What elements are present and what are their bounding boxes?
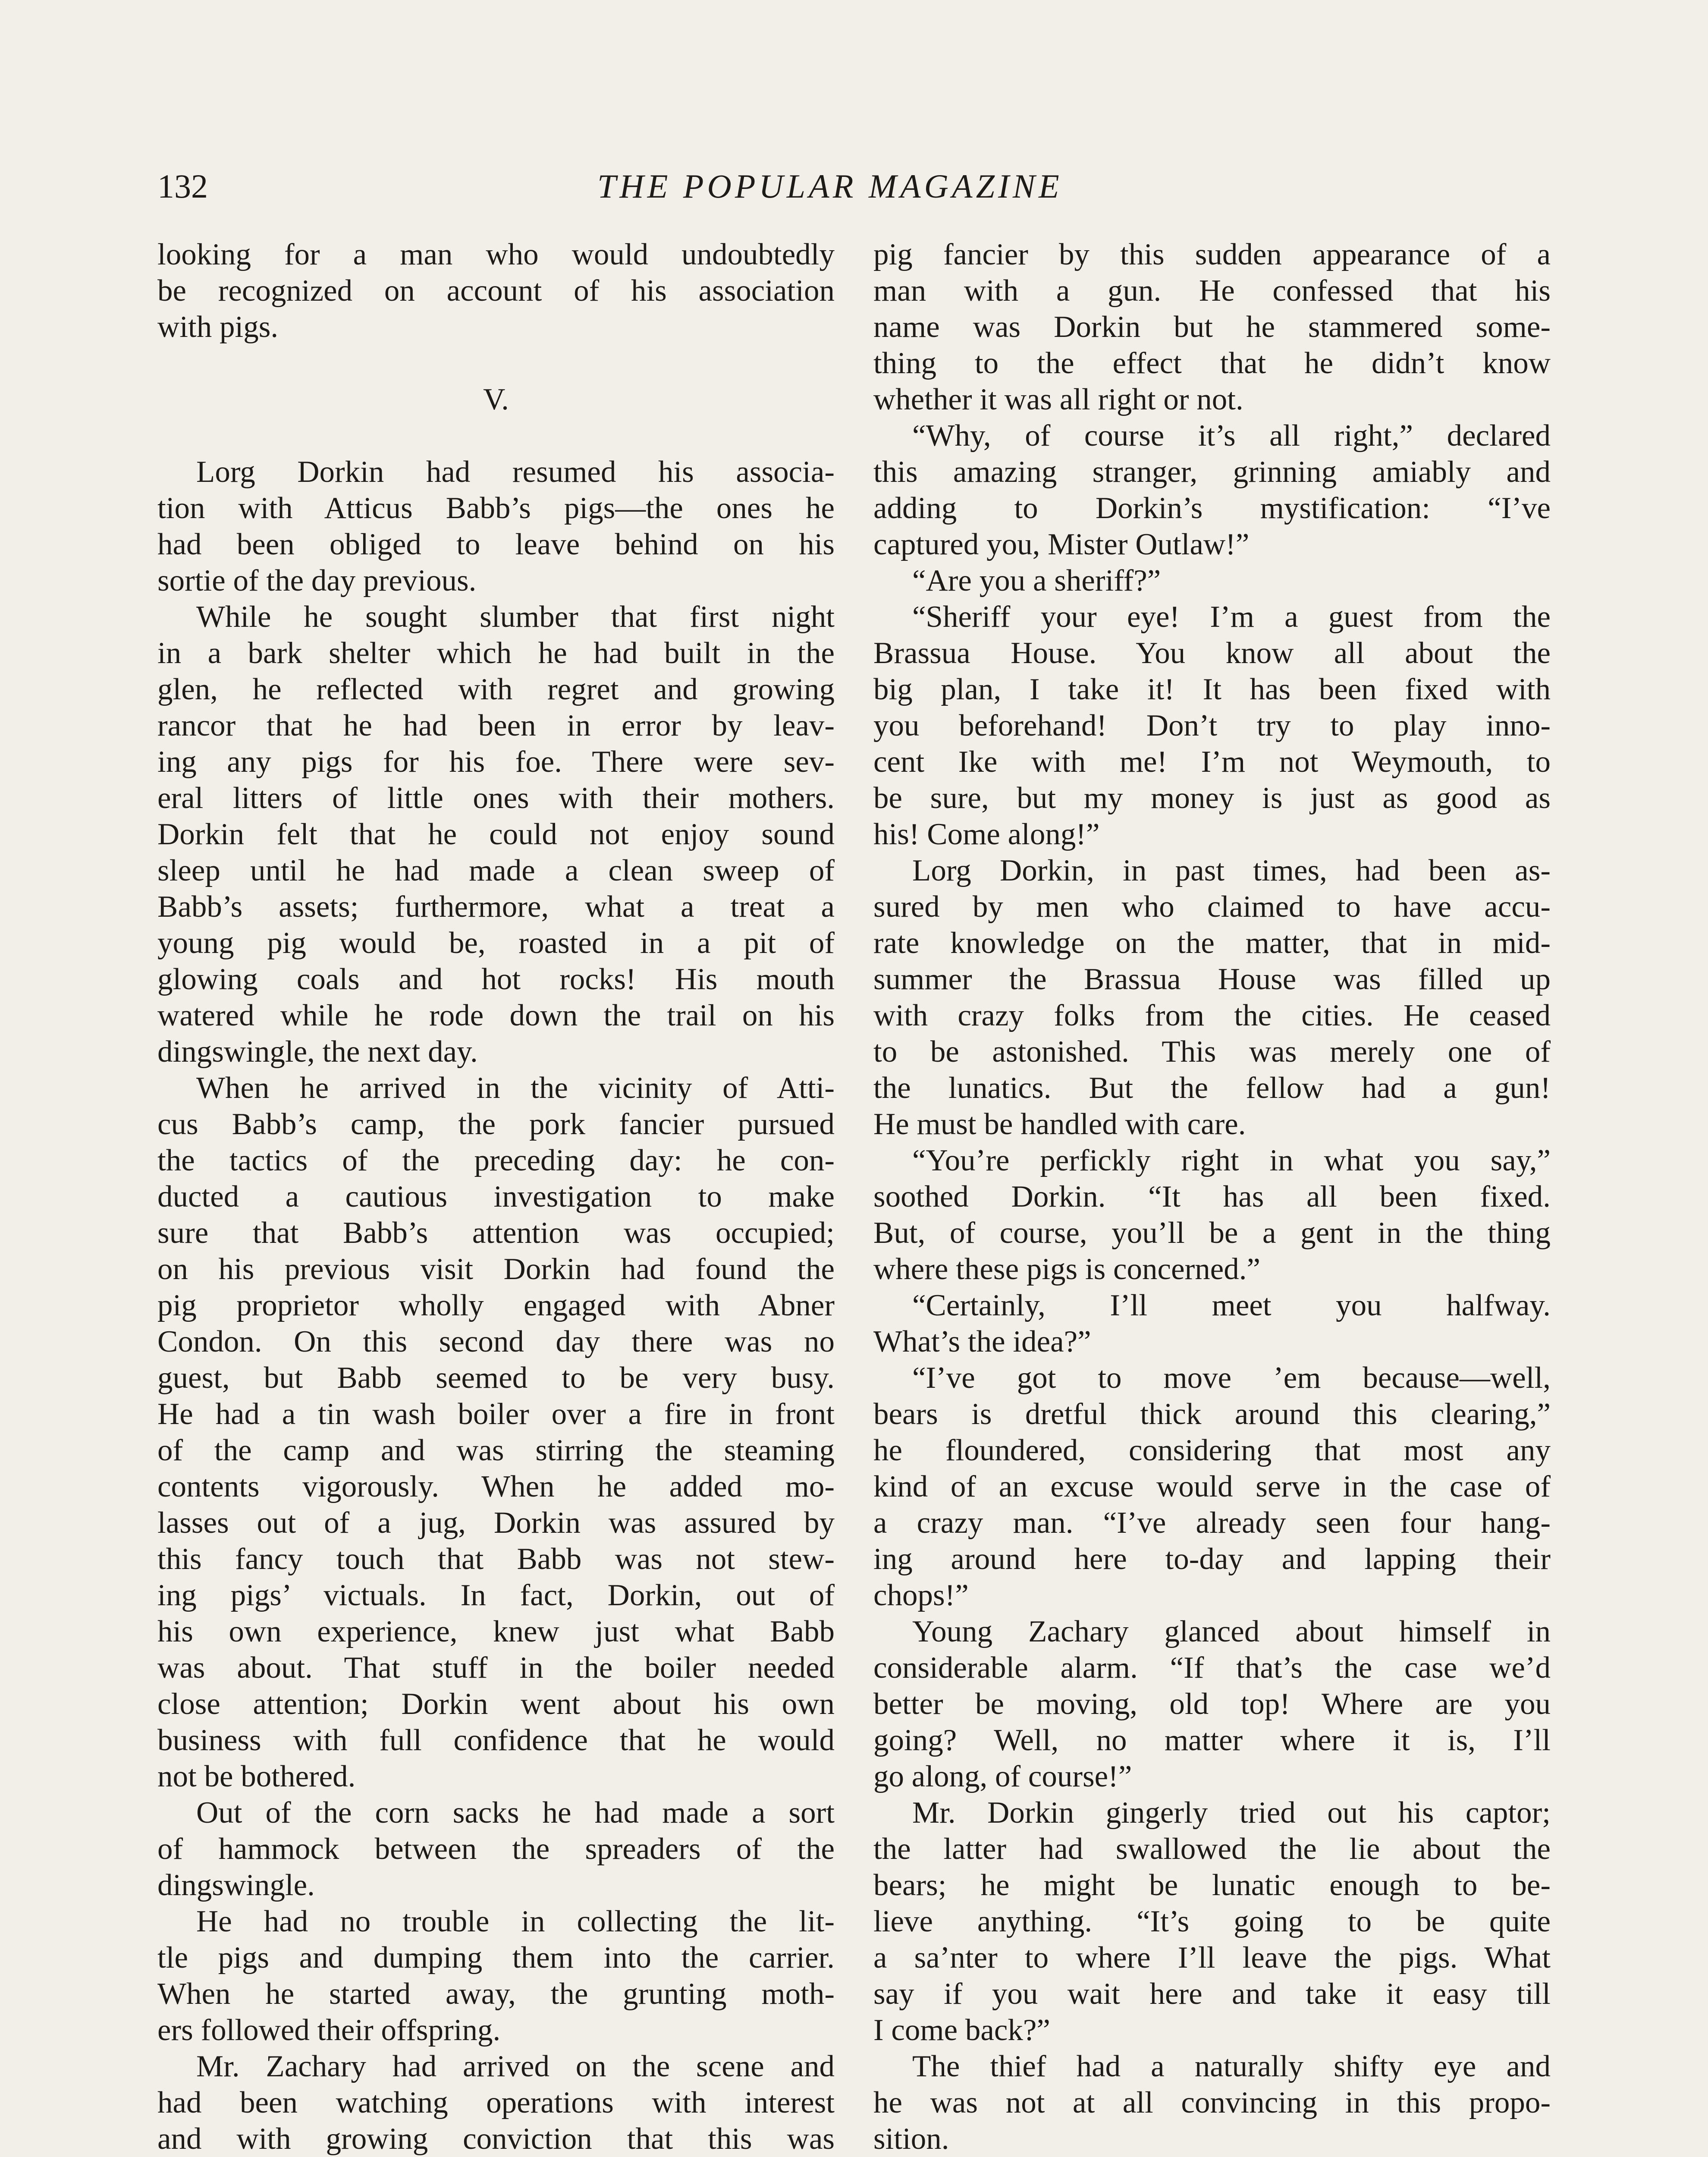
text-line: kind of an excuse would serve in the case of (873, 1470, 1551, 1503)
text-line: not be bothered. (157, 1760, 356, 1793)
text-line: tle pigs and dumping them into the carrier. (157, 1941, 835, 1975)
text-line: glen, he reflected with regret and growing (157, 673, 835, 706)
page-number: 132 (157, 167, 208, 205)
text-line: big plan, I take it! It has been fixed with (873, 673, 1551, 706)
text-line: rancor that he had been in error by leav- (157, 709, 835, 742)
text-line: business with full confidence that he would (157, 1723, 835, 1757)
text-line: the lunatics. But the fellow had a gun! (873, 1071, 1551, 1105)
text-line: “Certainly, I’ll meet you halfway. (912, 1289, 1551, 1322)
text-line: cent Ike with me! I’m not Weymouth, to (873, 745, 1551, 779)
left-column (157, 236, 835, 2157)
text-line: pig fancier by this sudden appearance of a (873, 238, 1551, 271)
text-line: to be astonished. This was merely one of (873, 1035, 1551, 1069)
text-line: a sa’nter to where I’ll leave the pigs. What (873, 1941, 1551, 1975)
text-line: Young Zachary glanced about himself in (912, 1615, 1551, 1648)
text-line: pig proprietor wholly engaged with Abner (157, 1289, 835, 1322)
text-line: The thief had a naturally shifty eye and (912, 2050, 1551, 2083)
text-line: thing to the effect that he didn’t know (873, 346, 1551, 380)
text-line: where these pigs is concerned.” (873, 1252, 1260, 1286)
text-line: eral litters of little ones with their mothers. (157, 781, 835, 815)
text-line: What’s the idea?” (873, 1325, 1091, 1358)
text-line: Dorkin felt that he could not enjoy sound (157, 818, 835, 851)
text-line: rate knowledge on the matter, that in mid- (873, 926, 1551, 960)
text-line: “Sheriff your eye! I’m a guest from the (912, 600, 1551, 634)
text-line: But, of course, you’ll be a gent in the thing (873, 1216, 1551, 1250)
text-line: soothed Dorkin. “It has all been fixed. (873, 1180, 1551, 1214)
text-line: sleep until he had made a clean sweep of (157, 854, 835, 887)
text-line: young pig would be, roasted in a pit of (157, 926, 835, 960)
text-line: Mr. Zachary had arrived on the scene and (196, 2050, 835, 2083)
text-line: the tactics of the preceding day: he con- (157, 1144, 835, 1177)
text-line: going? Well, no matter where it is, I’ll (873, 1723, 1551, 1757)
text-line: guest, but Babb seemed to be very busy. (157, 1361, 835, 1395)
text-line: say if you wait here and take it easy till (873, 1977, 1551, 2011)
text-line (157, 345, 835, 381)
text-line: He must be handled with care. (873, 1107, 1246, 1141)
text-line: adding to Dorkin’s mystification: “I’ve (873, 491, 1551, 525)
text-line: lasses out of a jug, Dorkin was assured by (157, 1506, 835, 1540)
text-line: V. (483, 383, 509, 416)
text-line: watered while he rode down the trail on his (157, 999, 835, 1032)
text-line: looking for a man who would undoubtedly (157, 238, 835, 271)
text-line: be recognized on account of his association (157, 274, 835, 308)
text-line: captured you, Mister Outlaw!” (873, 528, 1250, 561)
text-line: ing around here to-day and lapping their (873, 1542, 1551, 1576)
text-line: I come back?” (873, 2013, 1050, 2047)
text-line: dingswingle, the next day. (157, 1035, 478, 1069)
text-line: had been watching operations with interest (157, 2086, 835, 2119)
text-line: Lorg Dorkin had resumed his associa- (196, 455, 835, 489)
text-line: of the camp and was stirring the steaming (157, 1434, 835, 1467)
text-line: Condon. On this second day there was no (157, 1325, 835, 1358)
right-column (873, 236, 1551, 2157)
text-line: Brassua House. You know all about the (873, 636, 1551, 670)
text-line: sure that Babb’s attention was occupied; (157, 1216, 835, 1250)
text-line: better be moving, old top! Where are you (873, 1687, 1551, 1721)
text-line: sition. (873, 2122, 949, 2156)
text-line: this fancy touch that Babb was not stew- (157, 1542, 835, 1576)
text-line: ing pigs’ victuals. In fact, Dorkin, out of (157, 1578, 835, 1612)
text-line: ducted a cautious investigation to make (157, 1180, 835, 1214)
text-line: bears is dretful thick around this clearing,” (873, 1397, 1551, 1431)
text-line: glowing coals and hot rocks! His mouth (157, 962, 835, 996)
text-line: his! Come along!” (873, 818, 1100, 851)
text-line: contents vigorously. When he added mo- (157, 1470, 835, 1503)
text-line: When he arrived in the vicinity of Atti- (196, 1071, 835, 1105)
text-line: on his previous visit Dorkin had found the (157, 1252, 835, 1286)
text-line: When he started away, the grunting moth- (157, 1977, 835, 2011)
text-line: had been obliged to leave behind on his (157, 528, 835, 561)
text-line: Mr. Dorkin gingerly tried out his captor; (912, 1796, 1551, 1830)
text-line: and with growing conviction that this was (157, 2122, 835, 2156)
text-line: with crazy folks from the cities. He ceased (873, 999, 1551, 1032)
text-line: dingswingle. (157, 1868, 315, 1902)
text-line: name was Dorkin but he stammered some- (873, 310, 1551, 344)
text-line: “You’re perfickly right in what you say,” (912, 1144, 1551, 1177)
running-head: THE POPULAR MAGAZINE (597, 167, 1063, 205)
page-header (157, 160, 1132, 212)
text-line: “Are you a sheriff?” (912, 564, 1161, 597)
text-line: He had a tin wash boiler over a fire in front (157, 1397, 835, 1431)
text-line: He had no trouble in collecting the lit- (196, 1905, 835, 1938)
text-line: bears; he might be lunatic enough to be- (873, 1868, 1551, 1902)
text-line: he floundered, considering that most any (873, 1434, 1551, 1467)
text-line: Lorg Dorkin, in past times, had been as- (912, 854, 1551, 887)
text-line: Out of the corn sacks he had made a sort (196, 1796, 835, 1830)
text-line: the latter had swallowed the lie about the (873, 1832, 1551, 1866)
text-line: a crazy man. “I’ve already seen four hang- (873, 1506, 1551, 1540)
text-line: While he sought slumber that first night (196, 600, 835, 634)
text-line: he was not at all convincing in this propo- (873, 2086, 1551, 2119)
text-line: his own experience, knew just what Babb (157, 1615, 835, 1648)
text-line: “Why, of course it’s all right,” declared (912, 419, 1551, 453)
text-line: ers followed their offspring. (157, 2013, 501, 2047)
text-line: of hammock between the spreaders of the (157, 1832, 835, 1866)
text-line: be sure, but my money is just as good as (873, 781, 1551, 815)
text-line: summer the Brassua House was filled up (873, 962, 1551, 996)
text-line (157, 418, 835, 454)
text-line: “I’ve got to move ’em because—well, (912, 1361, 1551, 1395)
text-line: considerable alarm. “If that’s the case we’d (873, 1651, 1551, 1685)
text-line: this amazing stranger, grinning amiably and (873, 455, 1551, 489)
text-line: with pigs. (157, 310, 279, 344)
text-line: whether it was all right or not. (873, 383, 1243, 416)
text-line: cus Babb’s camp, the pork fancier pursued (157, 1107, 835, 1141)
text-line: Babb’s assets; furthermore, what a treat a (157, 890, 835, 924)
text-line: sured by men who claimed to have accu- (873, 890, 1551, 924)
text-line: close attention; Dorkin went about his own (157, 1687, 835, 1721)
text-line: was about. That stuff in the boiler needed (157, 1651, 835, 1685)
text-line: man with a gun. He confessed that his (873, 274, 1551, 308)
text-line: sortie of the day previous. (157, 564, 477, 597)
text-line: in a bark shelter which he had built in the (157, 636, 835, 670)
text-line: go along, of course!” (873, 1760, 1132, 1793)
text-line: you beforehand! Don’t try to play inno- (873, 709, 1551, 742)
text-line: ing any pigs for his foe. There were sev- (157, 745, 835, 779)
text-line: chops!” (873, 1578, 969, 1612)
text-line: lieve anything. “It’s going to be quite (873, 1905, 1551, 1938)
text-line: tion with Atticus Babb’s pigs—the ones he (157, 491, 835, 525)
